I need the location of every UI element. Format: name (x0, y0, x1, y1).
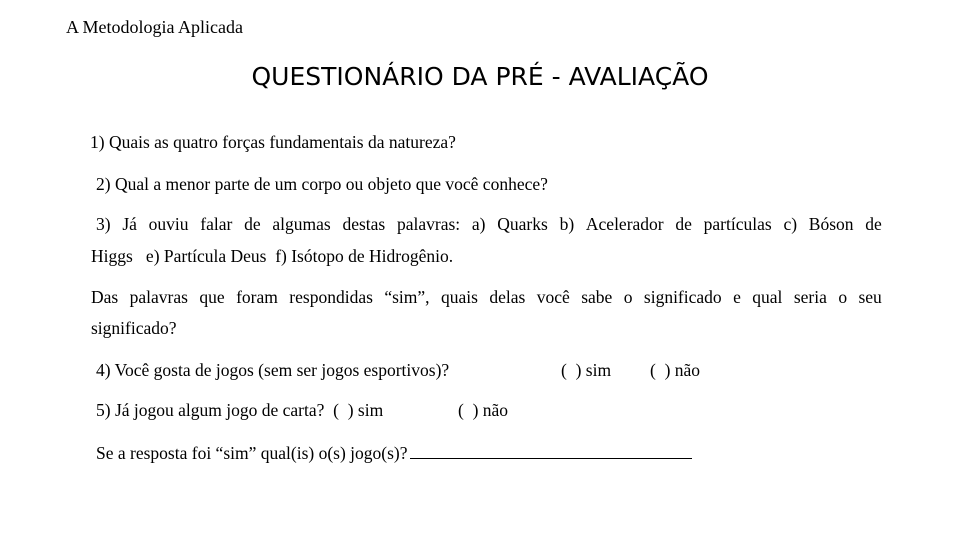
word: partículas (703, 214, 772, 234)
word: sabe (581, 287, 613, 307)
answer-blank-line[interactable] (410, 443, 692, 459)
question-4-option-nao[interactable]: ( ) não (650, 360, 701, 380)
question-5: 5) Já jogou algum jogo de carta? ( ) sim (96, 400, 384, 420)
word: Já (122, 214, 137, 234)
word: o (838, 287, 848, 307)
question-2: 2) Qual a menor parte de um corpo ou objeto que você conhece? (96, 174, 548, 194)
word: algumas (272, 214, 331, 234)
word: b) (559, 214, 575, 234)
word: qual (752, 287, 783, 307)
question-1: 1) Quais as quatro forças fundamentais da natureza? (90, 132, 456, 152)
slide-header: A Metodologia Aplicada (66, 17, 243, 37)
word: quais (440, 287, 478, 307)
word: seria (793, 287, 827, 307)
word: a) (471, 214, 486, 234)
word: e (733, 287, 741, 307)
followup-text: Se a resposta foi “sim” qual(is) o(s) jogo(s)? (96, 443, 408, 463)
word: de (244, 214, 261, 234)
word: seu (858, 287, 882, 307)
question-3-line-2: Higgs e) Partícula Deus f) Isótopo de Hidrogênio. (91, 246, 454, 266)
word: c) (783, 214, 798, 234)
word: destas (342, 214, 386, 234)
word: respondidas (289, 287, 373, 307)
word: que (199, 287, 225, 307)
page-title: QUESTIONÁRIO DA PRÉ - AVALIAÇÃO (251, 62, 709, 91)
word: palavras: (396, 214, 461, 234)
word: delas (489, 287, 526, 307)
word: você (536, 287, 570, 307)
question-3-line-1 (96, 214, 882, 235)
word: de (865, 214, 882, 234)
followup-question (96, 443, 692, 464)
question-4: 4) Você gosta de jogos (sem ser jogos esportivos)? (96, 360, 450, 380)
word: Acelerador (585, 214, 664, 234)
word: Das (91, 287, 119, 307)
word: significado (643, 287, 722, 307)
word: de (675, 214, 692, 234)
question-5-option-nao[interactable]: ( ) não (458, 400, 509, 420)
word: palavras (129, 287, 188, 307)
word: “sim”, (384, 287, 430, 307)
paragraph-line-1 (91, 287, 882, 308)
word: 3) (96, 214, 111, 234)
question-4-option-sim[interactable]: ( ) sim (561, 360, 612, 380)
word: ouviu (148, 214, 189, 234)
word: Quarks (497, 214, 548, 234)
word: Bóson (808, 214, 854, 234)
word: falar (200, 214, 233, 234)
word: o (623, 287, 633, 307)
word: foram (236, 287, 278, 307)
paragraph-line-2: significado? (91, 318, 177, 338)
